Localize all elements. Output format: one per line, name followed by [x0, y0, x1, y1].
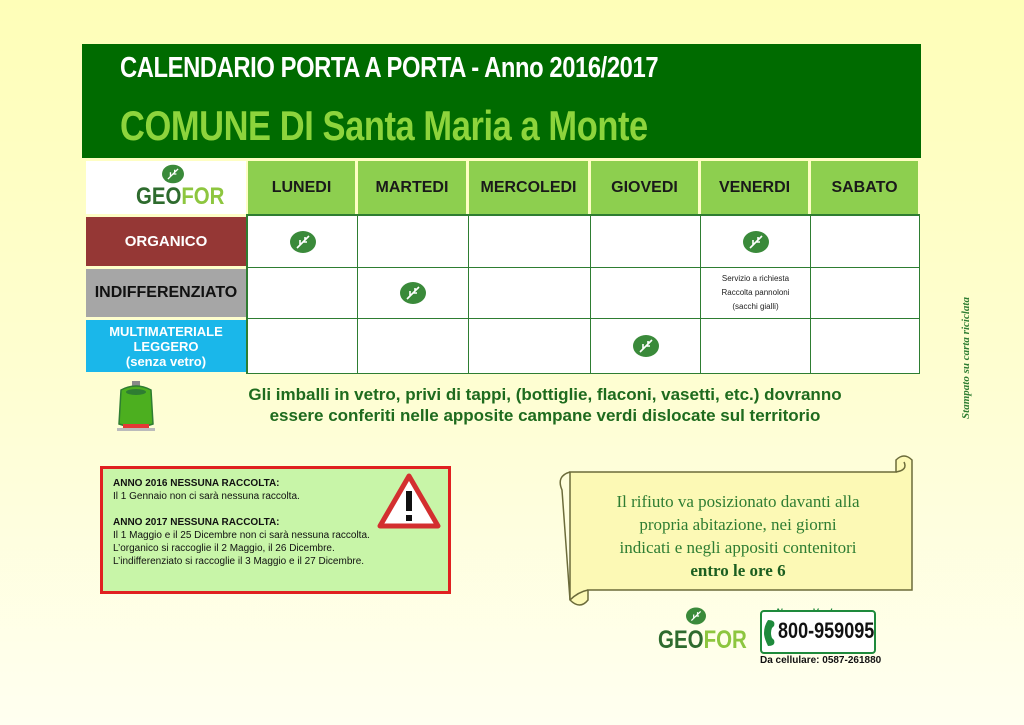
logo-geo-text: GEO [136, 183, 182, 210]
cell-indifferenziato-giovedi [590, 267, 701, 319]
mobile-number: Da cellulare: 0587-261880 [760, 655, 882, 666]
cell-multimateriale-sabato [810, 318, 920, 374]
glass-text-line-2: essere conferiti nelle apposite campane verdi dislocate sul territorio [269, 406, 821, 425]
multimateriale-line-3: (senza vetro) [125, 353, 207, 369]
cell-indifferenziato-venerdi [700, 267, 811, 319]
glass-disposal-text [195, 384, 895, 426]
cell-organico-mercoledi [468, 215, 591, 268]
row-label-organico: ORGANICO [86, 217, 246, 266]
day-header-martedi: MARTEDI [358, 161, 466, 214]
cell-organico-giovedi [590, 215, 701, 268]
scroll-line-3: indicati e negli appositi contenitori [619, 538, 857, 557]
cell-multimateriale-venerdi [700, 318, 811, 374]
cell-indifferenziato-lunedi [247, 267, 358, 319]
leaf-logo-icon [160, 163, 186, 185]
day-header-giovedi: GIOVEDI [591, 161, 698, 214]
cell-organico-venerdi [700, 215, 811, 268]
warning-2016-title: ANNO 2016 NESSUNA RACCOLTA: [113, 478, 280, 489]
geofor-logo [86, 161, 246, 214]
leaf-icon [741, 229, 771, 255]
cell-multimateriale-martedi [357, 318, 469, 374]
calendar-title: CALENDARIO PORTA A PORTA - Anno 2016/2017 [120, 52, 659, 84]
leaf-icon [398, 280, 428, 306]
logo-for-text: FOR [703, 626, 747, 654]
multimateriale-line-2: LEGGERO [133, 338, 199, 354]
warning-2017-line-2: L’organico si raccoglie il 2 Maggio, il 26 Dicembre. [113, 543, 335, 554]
cell-multimateriale-lunedi [247, 318, 358, 374]
cell-indifferenziato-sabato [810, 267, 920, 319]
phone-icon [764, 618, 778, 648]
scroll-instructions [580, 490, 896, 582]
cell-multimateriale-giovedi [590, 318, 701, 374]
day-header-sabato: SABATO [811, 161, 918, 214]
row-label-indifferenziato: INDIFFERENZIATO [86, 269, 246, 317]
cell-organico-sabato [810, 215, 920, 268]
warning-triangle-icon [377, 473, 441, 529]
toll-free-number: 800-959095 [778, 618, 875, 643]
friday-note-line-2: Raccolta pannoloni [721, 288, 790, 297]
leaf-icon [631, 333, 661, 359]
friday-note-line-1: Servizio a richiesta [721, 274, 790, 283]
day-header-lunedi: LUNEDI [248, 161, 355, 214]
cell-organico-martedi [357, 215, 469, 268]
multimateriale-line-1: MULTIMATERIALE [109, 323, 223, 339]
cell-indifferenziato-mercoledi [468, 267, 591, 319]
logo-geo-text: GEO [658, 626, 704, 654]
header-banner [82, 44, 921, 158]
geofor-logo-bottom [656, 606, 747, 662]
scroll-line-4: entro le ore 6 [690, 561, 786, 580]
collection-grid [246, 214, 920, 374]
scroll-line-1: Il rifiuto va posizionato davanti alla [616, 492, 860, 511]
leaf-icon [288, 229, 318, 255]
cell-multimateriale-mercoledi [468, 318, 591, 374]
municipality-title: COMUNE DI Santa Maria a Monte [120, 102, 648, 149]
scroll-line-2: propria abitazione, nei giorni [639, 515, 837, 534]
row-label-multimateriale [86, 320, 246, 372]
toll-free-box [760, 610, 876, 654]
leaf-logo-icon [684, 606, 708, 626]
logo-for-text: FOR [181, 183, 225, 210]
cell-indifferenziato-martedi [357, 267, 469, 319]
day-header-mercoledi: MERCOLEDI [469, 161, 588, 214]
warning-2017-line-1: Il 1 Maggio e il 25 Dicembre non ci sarà nessuna raccolta. [113, 530, 370, 541]
warning-2017-line-3: L’indifferenziato si raccoglie il 3 Maggio e il 27 Dicembre. [113, 556, 365, 567]
friday-note-line-3: (sacchi gialli) [732, 302, 779, 311]
cell-organico-lunedi [247, 215, 358, 268]
day-header-venerdi: VENERDI [701, 161, 808, 214]
glass-text-line-1: Gli imballi in vetro, privi di tappi, (bottiglie, flaconi, vasetti, etc.) dovranno [248, 385, 842, 404]
warning-2016-line: Il 1 Gennaio non ci sarà nessuna raccolta. [113, 491, 300, 502]
recycled-paper-note: Stampato su carta riciclata [960, 297, 972, 419]
warning-2017-title: ANNO 2017 NESSUNA RACCOLTA: [113, 517, 280, 528]
glass-bin-icon [113, 380, 159, 434]
holiday-warning-box [100, 466, 451, 594]
